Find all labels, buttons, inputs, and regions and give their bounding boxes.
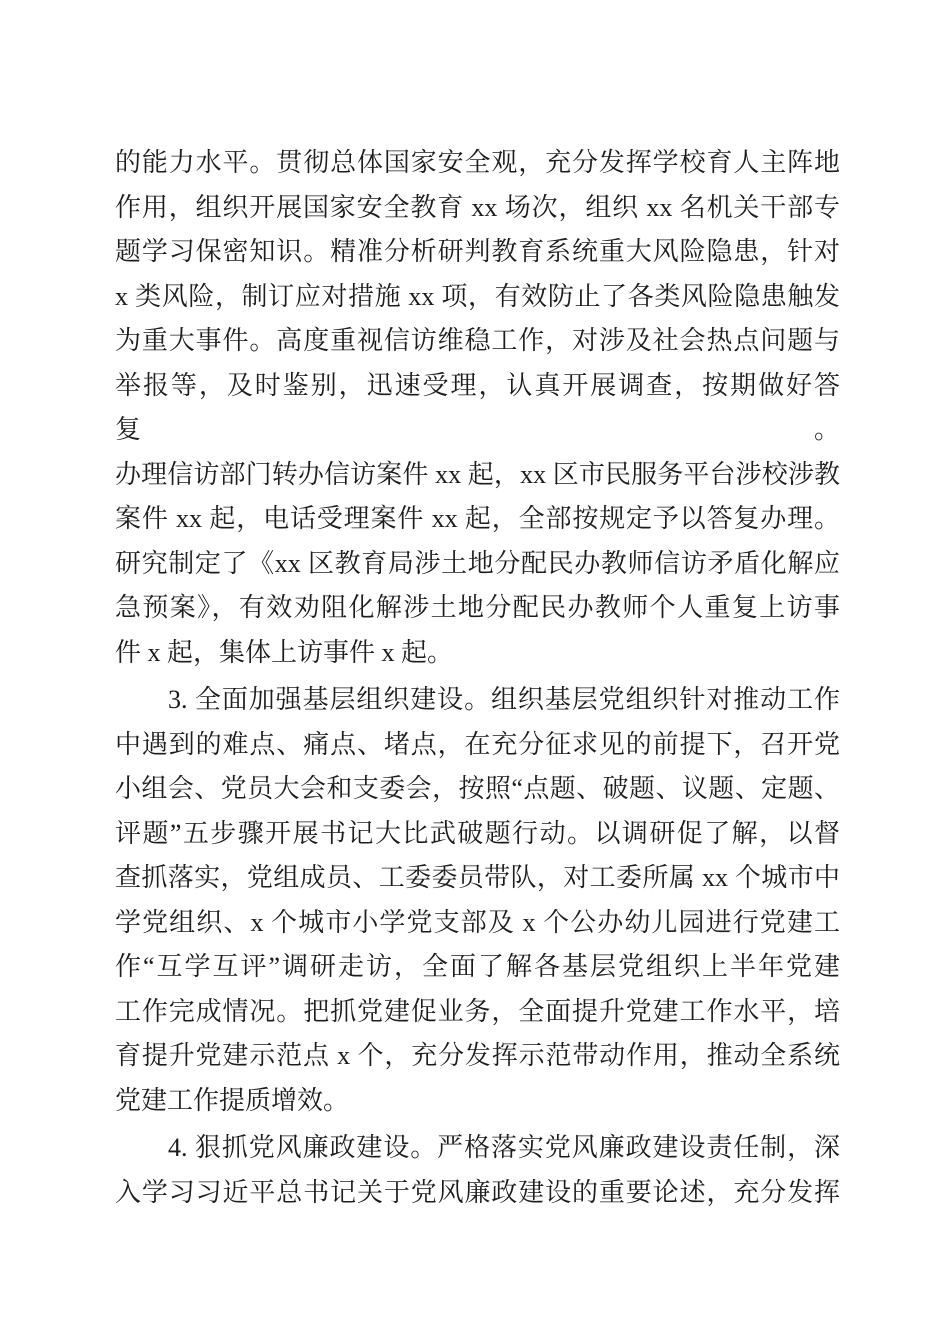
text-line: 举报等，及时鉴别，迅速受理，认真开展调查，按期做好答复。 — [115, 370, 840, 444]
text-line: 题学习保密知识。精准分析研判教育系统重大风险隐患，针对 — [115, 237, 840, 266]
text-line: 研究制定了《xx 区教育局涉土地分配民办教师信访矛盾化解应 — [115, 548, 840, 578]
text-line: 评题”五步骤开展书记大比武破题行动。以调研促了解，以督 — [115, 818, 840, 848]
text-line: 育提升党建示范点 x 个，充分发挥示范带动作用，推动全系统 — [115, 1041, 840, 1070]
text-line: 的能力水平。贯彻总体国家安全观，充分发挥学校育人主阵地 — [115, 148, 840, 177]
text-line: 作用，组织开展国家安全教育 xx 场次，组织 xx 名机关干部专 — [115, 192, 840, 222]
text-line: 查抓落实，党组成员、工委委员带队，对工委所属 xx 个城市中 — [115, 863, 840, 892]
text-line: 急预案》，有效劝阻化解涉土地分配民办教师个人重复上访事 — [115, 593, 840, 622]
text-line: 件 x 起，集体上访事件 x 起。 — [115, 637, 454, 667]
text-line: 中遇到的难点、痛点、堵点，在充分征求见的前提下，召开党 — [115, 729, 840, 759]
text-line: 小组会、党员大会和支委会，按照“点题、破题、议题、定题、 — [115, 774, 840, 803]
text-line: x 类风险，制订应对措施 xx 项，有效防止了各类风险隐患触发 — [115, 281, 840, 311]
text-line: 党建工作提质增效。 — [115, 1085, 350, 1115]
text-line: 工作完成情况。把抓党建促业务，全面提升党建工作水平，培 — [115, 996, 840, 1026]
paragraph-continuation — [115, 141, 840, 675]
text-line: 办理信访部门转办信访案件 xx 起，xx 区市民服务平台涉校涉教 — [115, 459, 840, 489]
text-line: 3. 全面加强基层组织建设。组织基层党组织针对推动工作 — [168, 685, 840, 714]
text-line: 为重大事件。高度重视信访维稳工作，对涉及社会热点问题与 — [115, 326, 840, 355]
text-line: 学党组织、x 个城市小学党支部及 x 个公办幼儿园进行党建工 — [115, 907, 840, 937]
text-line: 4. 狠抓党风廉政建设。严格落实党风廉政建设责任制，深 — [168, 1133, 840, 1162]
paragraph-item-3 — [115, 678, 840, 1123]
paragraph-item-4 — [115, 1126, 840, 1215]
text-line: 案件 xx 起，电话受理案件 xx 起，全部按规定予以答复办理。 — [115, 504, 840, 533]
text-line: 入学习习近平总书记关于党风廉政建设的重要论述，充分发挥 — [115, 1177, 840, 1207]
text-line: 作“互学互评”调研走访，全面了解各基层党组织上半年党建 — [115, 952, 840, 981]
